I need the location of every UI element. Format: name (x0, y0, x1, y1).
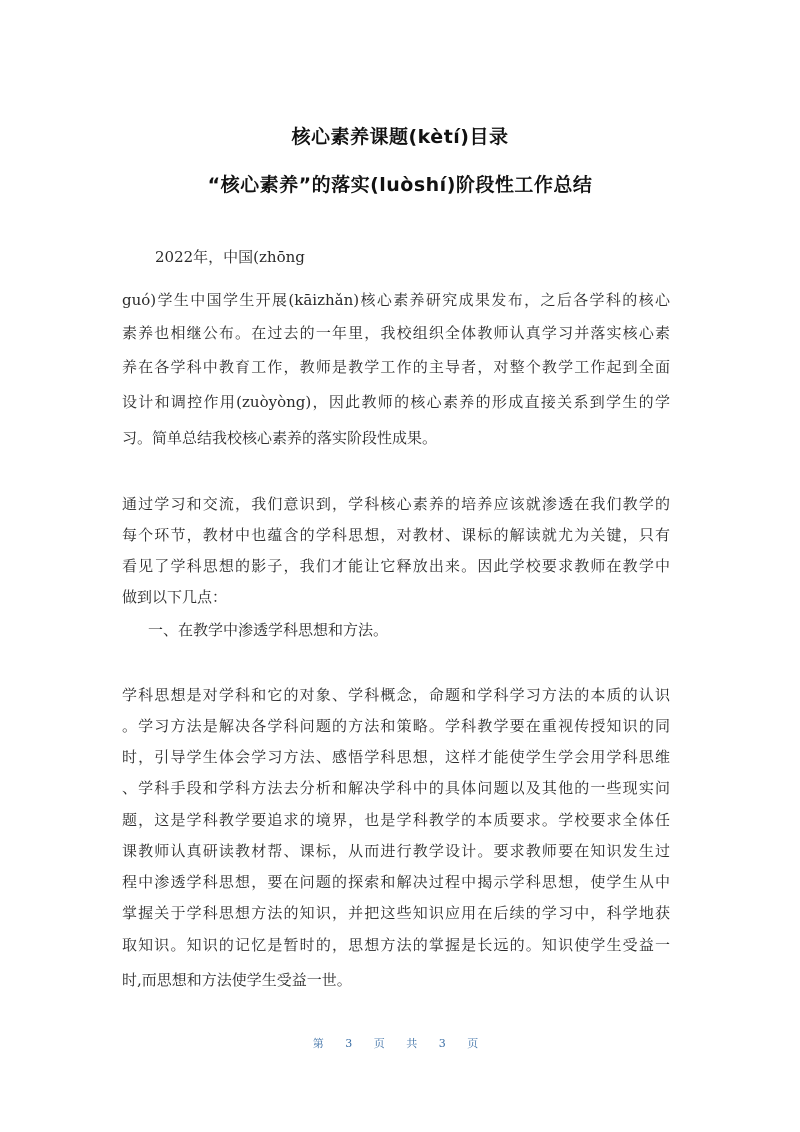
document-title: 核心素养课题(kètí)目录 (291, 126, 509, 148)
paragraph-line: 通过学习和交流，我们意识到，学科核心素养的培养应该就渗透在我们教学的 (122, 495, 670, 513)
paragraph-line: 题，这是学科教学要追求的境界，也是学科教学的本质要求。学校要求全体任 (122, 811, 670, 829)
paragraph-line: 课教师认真研读教材帮、课标，从而进行教学设计。要求教师要在知识发生过 (122, 842, 670, 860)
paragraph-line: 设计和调控作用(zuòyòng)，因此教师的核心素养的形成直接关系到学生的学 (122, 393, 670, 411)
paragraph-line: guó)学生中国学生开展(kāizhǎn)核心素养研究成果发布，之后各学科的核心 (122, 291, 670, 309)
document-subtitle: “核心素养”的落实(luòshí)阶段性工作总结 (207, 174, 593, 196)
paragraph-line: 2022年，中国(zhōng (155, 248, 305, 266)
paragraph-line: 取知识。知识的记忆是暂时的，思想方法的掌握是长远的。知识使学生受益一 (122, 936, 670, 954)
paragraph-line: 时,而思想和方法使学生受益一世。 (122, 971, 352, 989)
paragraph-line: 掌握关于学科思想方法的知识，并把这些知识应用在后续的学习中，科学地获 (122, 904, 670, 922)
paragraph-line: 程中渗透学科思想，要在问题的探索和解决过程中揭示学科思想，使学生从中 (122, 873, 670, 891)
paragraph-line: 素养也相继公布。在过去的一年里，我校组织全体教师认真学习并落实核心素 (122, 324, 670, 342)
paragraph-line: 养在各学科中教育工作，教师是教学工作的主导者，对整个教学工作起到全面 (122, 358, 670, 376)
paragraph-line: 习。简单总结我校核心素养的落实阶段性成果。 (122, 429, 438, 447)
paragraph-line: 做到以下几点： (122, 588, 228, 606)
paragraph-line: 学科思想是对学科和它的对象、学科概念，命题和学科学习方法的本质的认识 (122, 686, 670, 704)
page-number: 第 3 页 共 3 页 (312, 1037, 488, 1050)
paragraph-line: 。学习方法是解决各学科问题的方法和策略。学科教学要在重视传授知识的同 (122, 717, 670, 735)
paragraph-line: 每个环节，教材中也蕴含的学科思想，对教材、课标的解读就尤为关键，只有 (122, 526, 670, 544)
paragraph-line: 、学科手段和学科方法去分析和解决学科中的具体问题以及其他的一些现实问 (122, 779, 670, 797)
paragraph-line: 时，引导学生体会学习方法、感悟学科思想，这样才能使学生学会用学科思维 (122, 748, 670, 766)
section-heading: 一、在教学中渗透学科思想和方法。 (148, 621, 389, 639)
paragraph-line: 看见了学科思想的影子，我们才能让它释放出来。因此学校要求教师在教学中 (122, 557, 670, 575)
